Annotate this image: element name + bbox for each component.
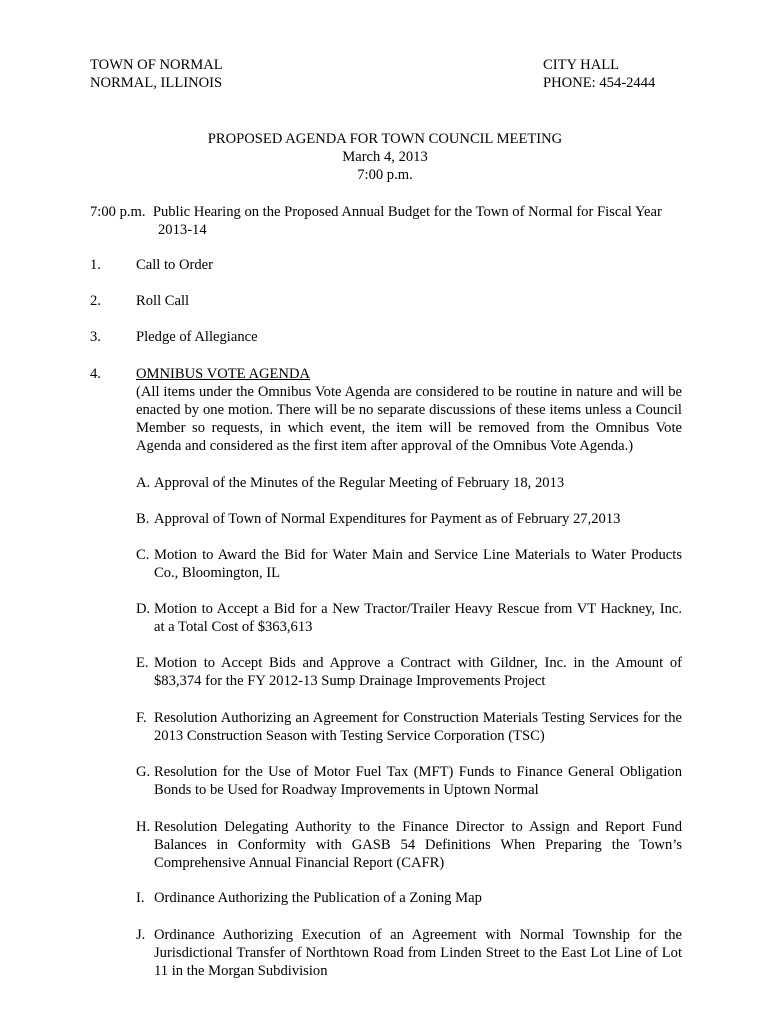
subitem-text: Resolution Delegating Authority to the Finance Director to Assign and Report Fund Balances in Conformity with GASB 54 Definitions When Preparing the Town’s Comprehensive Annual Financial Report (CAFR) — [154, 819, 682, 871]
omnibus-subitem — [136, 709, 682, 745]
subitem-letter: G. — [136, 764, 151, 780]
public-hearing — [90, 203, 690, 239]
hearing-text-line2: 2013-14 — [158, 222, 207, 238]
hearing-text-line1: Public Hearing on the Proposed Annual Budget for the Town of Normal for Fiscal Year — [152, 204, 662, 220]
item-number: 1. — [90, 257, 101, 273]
omnibus-subitem — [136, 510, 682, 528]
subitem-text: Motion to Accept a Bid for a New Tractor/Trailer Heavy Rescue from VT Hackney, Inc. at a Total Cost of $363,613 — [154, 601, 682, 635]
omnibus-heading: OMNIBUS VOTE AGENDA — [136, 366, 311, 382]
omnibus-subitem — [136, 474, 682, 492]
subitem-letter: A. — [136, 475, 151, 491]
omnibus-subitem — [136, 926, 682, 980]
omnibus-description: (All items under the Omnibus Vote Agenda are considered to be routine in nature and will be enacted by one motion. There will be no separate discussions of these items unless a Council Member so requests, in which event, the item will be removed from the Omnibus Vote Agenda and considered as the first item after approval of the Omnibus Vote Agenda.) — [136, 384, 682, 454]
omnibus-subitem — [136, 654, 682, 690]
meeting-time: 7:00 p.m. — [357, 167, 413, 183]
subitem-letter: D. — [136, 601, 151, 617]
subitem-text: Resolution Authorizing an Agreement for Construction Materials Testing Services for the 2013 Construction Season with Testing Service Corporation (TSC) — [154, 710, 682, 744]
agenda-title-block — [0, 130, 770, 184]
agenda-title: PROPOSED AGENDA FOR TOWN COUNCIL MEETING — [207, 131, 563, 147]
hearing-time: 7:00 p.m. — [90, 204, 146, 220]
subitem-letter: J. — [136, 927, 146, 943]
subitem-text: Ordinance Authorizing the Publication of a Zoning Map — [154, 890, 482, 906]
meeting-date: March 4, 2013 — [342, 149, 428, 165]
omnibus-subitem — [136, 600, 682, 636]
subitem-text: Approval of the Minutes of the Regular Meeting of February 18, 2013 — [154, 475, 565, 491]
item-number: 4. — [90, 366, 101, 382]
town-name: TOWN OF NORMAL — [90, 57, 223, 73]
omnibus-subitem — [136, 889, 682, 907]
city-hall-phone: PHONE: 454-2444 — [543, 75, 656, 91]
omnibus-section — [90, 365, 682, 455]
header-left — [90, 56, 223, 92]
item-label: Pledge of Allegiance — [136, 329, 258, 345]
subitem-text: Approval of Town of Normal Expenditures for Payment as of February 27,2013 — [154, 511, 621, 527]
omnibus-subitem — [136, 818, 682, 872]
subitem-letter: I. — [136, 890, 145, 906]
subitem-text: Motion to Award the Bid for Water Main and Service Line Materials to Water Products Co., Bloomington, IL — [154, 547, 682, 581]
subitem-letter: H. — [136, 819, 151, 835]
city-hall-label: CITY HALL — [543, 57, 620, 73]
subitem-text: Motion to Accept Bids and Approve a Contract with Gildner, Inc. in the Amount of $83,374 for the FY 2012-13 Sump Drainage Improvements Project — [154, 655, 682, 689]
town-location: NORMAL, ILLINOIS — [90, 75, 223, 91]
item-number: 3. — [90, 329, 101, 345]
subitem-letter: F. — [136, 710, 147, 726]
subitem-text: Resolution for the Use of Motor Fuel Tax (MFT) Funds to Finance General Obligation Bonds to be Used for Roadway Improvements in Uptown Normal — [154, 764, 682, 798]
item-number: 2. — [90, 293, 101, 309]
item-label: Call to Order — [136, 257, 214, 273]
subitem-letter: E. — [136, 655, 149, 671]
item-label: Roll Call — [136, 293, 190, 309]
subitem-letter: C. — [136, 547, 150, 563]
omnibus-subitem — [136, 763, 682, 799]
subitem-letter: B. — [136, 511, 150, 527]
subitem-text: Ordinance Authorizing Execution of an Agreement with Normal Township for the Jurisdictional Transfer of Northtown Road from Linden Street to the East Lot Line of Lot 11 in the Morgan Subdivision — [154, 927, 682, 979]
header-right — [543, 56, 655, 92]
omnibus-subitem — [136, 546, 682, 582]
